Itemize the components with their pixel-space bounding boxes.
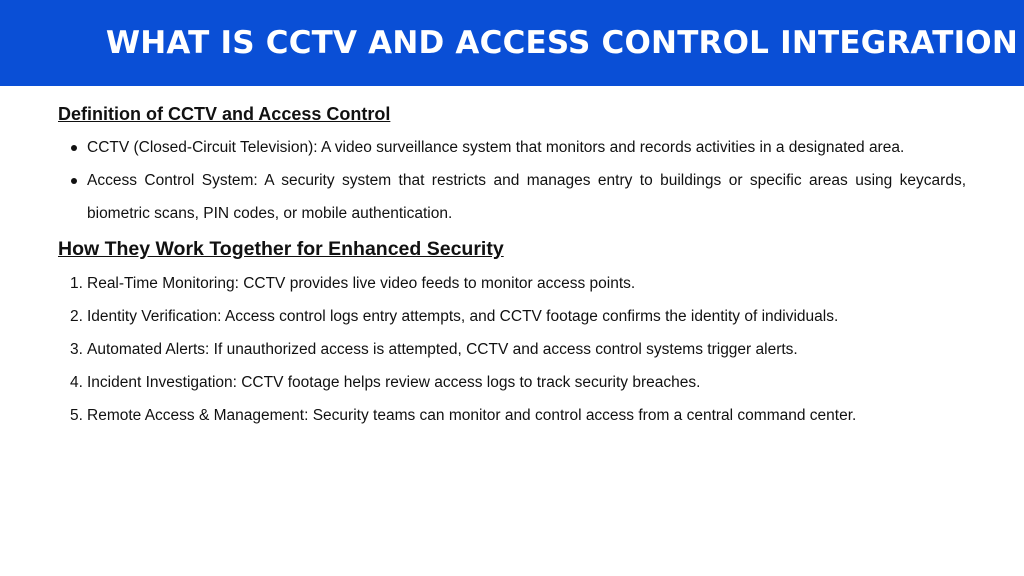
list-item-text: Identity Verification: Access control logs entry attempts, and CCTV footage confirms the identity of individuals. xyxy=(87,308,839,325)
list-item xyxy=(58,267,966,300)
list-item-text: Incident Investigation: CCTV footage helps review access logs to track security breaches. xyxy=(87,374,701,391)
section-heading-definition: Definition of CCTV and Access Control xyxy=(58,104,391,124)
list-item xyxy=(58,333,966,366)
list-number: 4. xyxy=(70,374,83,391)
list-number: 2. xyxy=(70,308,83,325)
list-item-text: Remote Access & Management: Security teams can monitor and control access from a central command center. xyxy=(87,407,857,424)
list-number: 3. xyxy=(70,341,83,358)
definition-item-access-control: Access Control System: A security system that restricts and manages entry to buildings or specific areas using keycards, biometric scans, PIN codes, or mobile authentication. xyxy=(58,164,966,230)
slide-title: WHAT IS CCTV AND ACCESS CONTROL INTEGRATION xyxy=(105,25,1018,61)
slide-content xyxy=(58,100,966,432)
list-number: 1. xyxy=(70,275,83,292)
title-bar xyxy=(0,0,1024,86)
how-they-work-list xyxy=(58,267,966,432)
list-item-text: Automated Alerts: If unauthorized access is attempted, CCTV and access control systems trigger alerts. xyxy=(87,341,798,358)
list-item xyxy=(58,366,966,399)
list-item-text: Real-Time Monitoring: CCTV provides live video feeds to monitor access points. xyxy=(87,275,636,292)
definition-list xyxy=(58,131,966,230)
definition-item-cctv: CCTV (Closed-Circuit Television): A video surveillance system that monitors and records activities in a designated area. xyxy=(58,131,966,164)
list-item xyxy=(58,399,966,432)
section-heading-how-they-work: How They Work Together for Enhanced Security xyxy=(58,238,504,260)
list-number: 5. xyxy=(70,407,83,424)
list-item xyxy=(58,300,966,333)
